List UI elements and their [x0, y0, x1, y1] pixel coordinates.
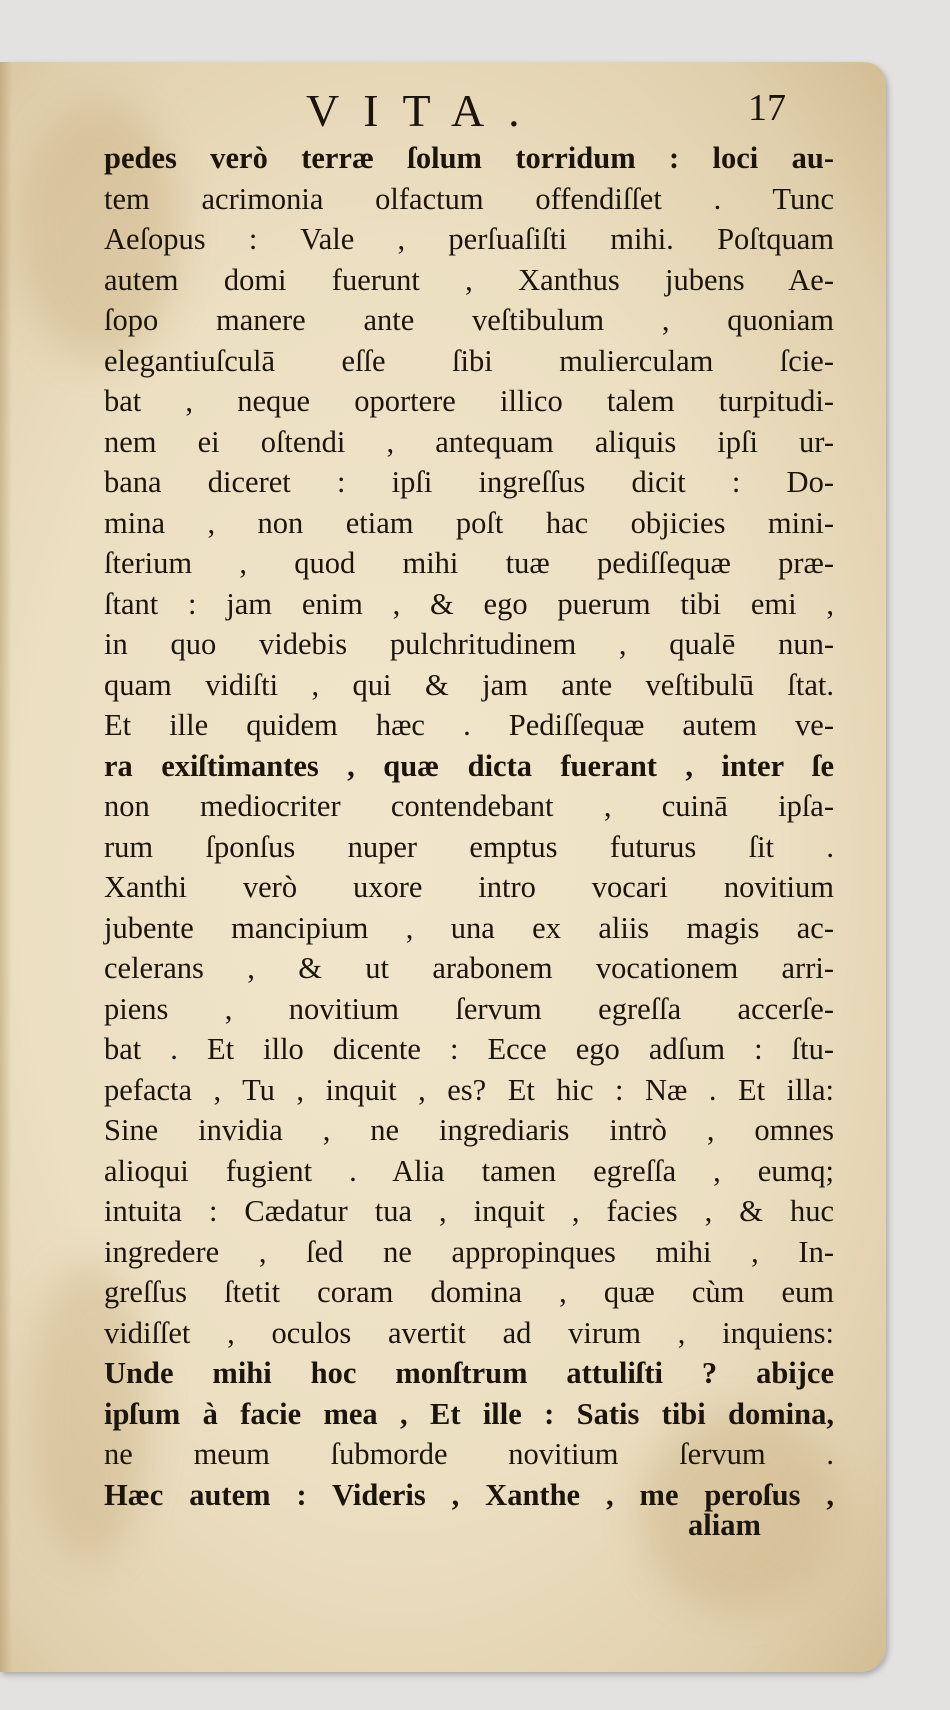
text-line: ra exiſtimantes , quæ dicta fuerant , inter ſe — [104, 748, 834, 783]
text-line: bat . Et illo dicente : Ecce ego adſum : ſtu- — [104, 1032, 834, 1066]
text-line: Aeſopus : Vale , perſuaſiſti mihi. Poſtquam — [104, 222, 834, 256]
page-number: 17 — [748, 87, 786, 129]
text-line: in quo videbis pulchritudinem , qualē nun- — [104, 627, 834, 661]
text-line: celerans , & ut arabonem vocationem arri- — [104, 951, 834, 985]
text-line: ne meum ſubmorde novitium ſervum . — [104, 1437, 834, 1471]
text-line: nem ei oſtendi , antequam aliquis ipſi ur- — [104, 424, 834, 459]
text-line: Hæc autem : Videris , Xanthe , me peroſus , — [104, 1477, 834, 1512]
text-line: ſterium , quod mihi tuæ pediſſequæ præ- — [104, 546, 834, 580]
text-line: Xanthi verò uxore intro vocari novitium — [104, 870, 834, 904]
catchword: aliam — [688, 1508, 761, 1542]
text-line: intuita : Cædatur tua , inquit , facies , & huc — [104, 1194, 834, 1228]
text-line: Sine invidia , ne ingrediaris intrò , omnes — [104, 1113, 834, 1147]
text-line: pefacta , Tu , inquit , es? Et hic : Næ . Et illa: — [104, 1072, 834, 1107]
text-line: Et ille quidem hæc . Pediſſequæ autem ve- — [104, 708, 834, 742]
text-line: ipſum à facie mea , Et ille : Satis tibi domina, — [104, 1396, 834, 1431]
text-line: ſtant : jam enim , & ego puerum tibi emi , — [104, 586, 834, 621]
text-line: piens , novitium ſervum egreſſa accerſe- — [104, 991, 834, 1026]
body-text — [104, 138, 834, 1515]
text-line: quam vidiſti , qui & jam ante veſtibulū ſtat. — [104, 667, 834, 702]
text-line: autem domi fuerunt , Xanthus jubens Ae- — [104, 262, 834, 297]
text-line: Unde mihi hoc monſtrum attuliſti ? abijce — [104, 1356, 834, 1390]
text-line: non mediocriter contendebant , cuinā ipſa- — [104, 789, 834, 823]
binding-edge — [0, 62, 12, 1672]
text-line: mina , non etiam poſt hac objicies mini- — [104, 505, 834, 540]
text-line: elegantiuſculā eſſe ſibi mulierculam ſcie- — [104, 343, 834, 378]
running-head: VITA. — [306, 85, 544, 136]
text-line: greſſus ſtetit coram domina , quæ cùm eum — [104, 1275, 834, 1309]
text-line: tem acrimonia olfactum offendiſſet . Tunc — [104, 181, 834, 216]
text-line: jubente mancipium , una ex aliis magis ac- — [104, 910, 834, 945]
text-line: alioqui fugient . Alia tamen egreſſa , eumq; — [104, 1153, 834, 1188]
text-line: bana diceret : ipſi ingreſſus dicit : Do- — [104, 465, 834, 499]
text-line: rum ſponſus nuper emptus futurus ſit . — [104, 829, 834, 864]
text-line: ſopo manere ante veſtibulum , quoniam — [104, 303, 834, 337]
text-line: ingredere , ſed ne appropinques mihi , In- — [104, 1234, 834, 1269]
text-line: pedes verò terræ ſolum torridum : loci au- — [104, 141, 834, 175]
text-line: vidiſſet , oculos avertit ad virum , inquiens: — [104, 1315, 834, 1350]
text-line: bat , neque oportere illico talem turpitudi- — [104, 384, 834, 418]
page-header — [0, 84, 886, 134]
